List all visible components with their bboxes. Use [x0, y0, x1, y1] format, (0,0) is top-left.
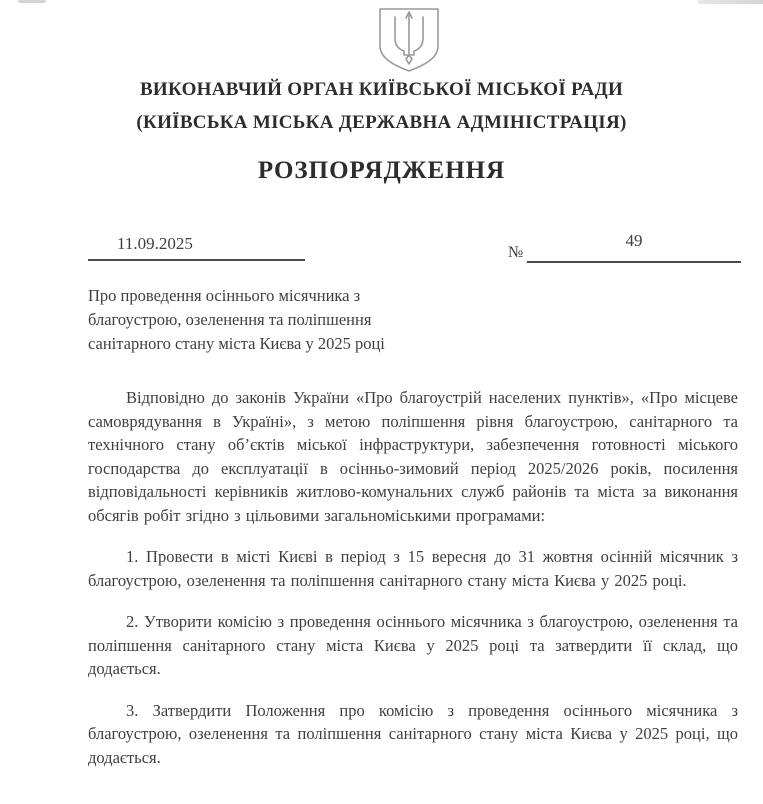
scan-artifact-top-right — [698, 0, 763, 4]
ukraine-trident-icon — [378, 8, 440, 72]
document-number-field — [527, 231, 741, 263]
ordered-item-3: 3. Затвердити Положення про комісію з проведення осіннього місячника з благоустрою, озеленення та поліпшення санітарного стану міста Києва у 2025 році, що додається. — [88, 700, 738, 767]
document-number-value: 49 — [625, 231, 643, 250]
document-body — [88, 386, 738, 787]
subject-block: Про проведення осіннього місячника з благоустрою, озеленення та поліпшення санітарного стану міста Києва у 2025 році — [88, 286, 385, 353]
number-sign-label: № — [508, 244, 524, 261]
date-field — [88, 234, 305, 261]
org-name-line2: (КИЇВСЬКА МІСЬКА ДЕРЖАВНА АДМІНІСТРАЦІЯ) — [136, 112, 627, 133]
preamble-paragraph: Відповідно до законів України «Про благоустрій населених пунктів», «Про місцеве самоврядування в Україні», з метою поліпшення рівня благоустрою, санітарного та технічного стану об’єктів міської інфраструктури, забезпечення готовності міського господарства до експлуатації в осінньо-зимовий період 2025/2026 років, посилення відповідальності керівників житлово-комунальних служб районів та міста за виконання обсягів робіт згідно з цільовими загальноміськими програмами: — [88, 388, 738, 525]
ordered-item-1: 1. Провести в місті Києві в період з 15 вересня до 31 жовтня осінній місячник з благоустрою, озеленення та поліпшення санітарного стану міста Києва у 2025 році. — [88, 547, 738, 590]
org-name-line1: ВИКОНАВЧИЙ ОРГАН КИЇВСЬКОЇ МІСЬКОЇ РАДИ — [139, 79, 624, 100]
date-value: 11.09.2025 — [117, 234, 193, 253]
ordered-item-2: 2. Утворити комісію з проведення осіннього місячника з благоустрою, озеленення та поліпшення санітарного стану міста Києва у 2025 році та затвердити її склад, що додається. — [88, 612, 738, 678]
document-type-title: РОЗПОРЯДЖЕННЯ — [257, 157, 506, 184]
scan-artifact-top-left — [18, 0, 46, 3]
